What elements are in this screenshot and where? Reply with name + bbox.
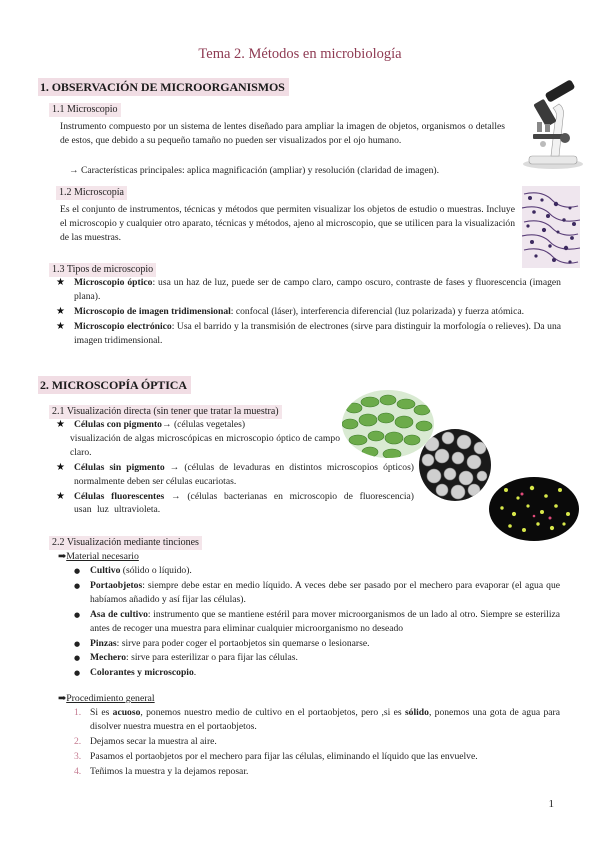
list-item: 1. Si es acuoso, ponemos nuestro medio de cultivo en el portaobjetos, pero ,si es sólido, ponemos una gota de agua para disolver nuestra muestra en el portaobjetos. — [74, 707, 560, 732]
page-number: 1 — [548, 798, 554, 810]
microscopia-definition: Es el conjunto de instrumentos, técnicas y métodos que permiten visualizar los objetos de estudio o muestras. Incluye el microscopio y cualquier otro aparato, técnicas y métodos, ajeno al microscopio, que se utilicen para la visualización de las muestras. — [60, 204, 515, 243]
procedure-heading: ➡Procedimiento general — [58, 693, 155, 704]
list-item: ★ Células con pigmento→ (células vegetales) visualización de algas microscópicas en microscopio óptico de campo claro. — [56, 418, 414, 460]
subsection-2-1-heading: 2.1 Visualización directa (sin tener que tratar la muestra) — [49, 405, 282, 419]
list-item: 4. Teñimos la muestra y la dejamos reposar. — [74, 765, 249, 777]
list-item: ● Pinzas: sirve para poder coger el portaobjetos sin quemarse o lesionarse. — [72, 637, 560, 651]
pigment-extra-text: visualización de algas microscópicas en microscopio óptico de campo claro. — [70, 432, 340, 458]
microscopio-definition — [60, 120, 505, 148]
section-2-heading: 2. MICROSCOPÍA ÓPTICA — [38, 376, 191, 394]
microscopio-text: Instrumento compuesto por un sistema de lentes diseñado para ampliar la imagen de objetos, organismos o detalles de estos, que debido a su pequeño tamaño no pueden ser visualizados por el ojo humano. — [60, 121, 505, 146]
subsection-1-2-heading: 1.2 Microscopía — [56, 186, 127, 200]
list-item: ★ Microscopio óptico: usa un haz de luz, puede ser de campo claro, campo oscuro, contraste de fases y fluorescencia (imagen plana). — [56, 276, 561, 304]
list-item: ★ Microscopio electrónico: Usa el barrido y la transmisión de electrones (sirve para distinguir la morfología o relieves). Da una imagen tridimensional. — [56, 320, 561, 348]
procedure-list — [72, 706, 560, 780]
list-item: ★ Microscopio de imagen tridimensional: confocal (láser), interferencia diferencial (luz polarizada) y fuerza atómica. — [56, 305, 561, 319]
list-item: ● Asa de cultivo: instrumento que se mantiene estéril para mover microorganismos de un lado al otro. Siempre se esteriliza antes de recoger una muestra para eliminar cualquier microorganismo no deseado — [72, 608, 560, 636]
section-1-heading: 1. OBSERVACIÓN DE MICROORGANISMOS — [38, 78, 289, 96]
list-item: ★ Células sin pigmento → (células de levaduras en distintos microscopios ópticos) normalmente deben ser células eucariotas. — [56, 461, 414, 489]
cell-tissue-image — [522, 186, 580, 268]
list-item: ● Cultivo (sólido o líquido). — [72, 564, 560, 578]
subsection-1-1-heading: 1.1 Microscopio — [49, 103, 121, 117]
microscope-image — [515, 78, 587, 170]
subsection-1-3-heading: 1.3 Tipos de microscopio — [49, 263, 156, 277]
caracteristicas-line: → Características principales: aplica magnificación (ampliar) y resolución (claridad de imagen). — [69, 165, 440, 176]
material-heading: ➡Material necesario — [58, 551, 139, 562]
arrow-bullet-icon: ➡ — [58, 551, 67, 562]
yeast-cells-image — [418, 428, 492, 502]
list-item: ★ Células fluorescentes → (células bacterianas en microscopio de fluorescencia) usan luz ultravioleta. — [56, 490, 414, 518]
arrow-bullet-icon: ➡ — [58, 693, 67, 704]
list-item: ● Portaobjetos: siempre debe estar en medio líquido. A veces debe ser pasado por el mechero para evaporar (el agua que habíamos añadido y así fijar las células). — [72, 579, 560, 607]
list-item: 3. Pasamos el portaobjetos por el mechero para fijar las células, eliminando el líquido que las envuelve. — [74, 750, 478, 762]
list-item: ● Mechero: sirve para esterilizar o para fijar las células. — [72, 651, 560, 665]
page-title: Tema 2. Métodos en microbiología — [198, 46, 402, 62]
material-list — [72, 564, 560, 681]
fluorescent-bacteria-image — [488, 476, 580, 542]
list-item: 2. Dejamos secar la muestra al aire. — [74, 735, 217, 747]
subsection-2-2-heading: 2.2 Visualización mediante tinciones — [49, 536, 202, 550]
microscope-types-list — [56, 276, 561, 349]
list-item: ● Colorantes y microscopio. — [72, 666, 560, 680]
